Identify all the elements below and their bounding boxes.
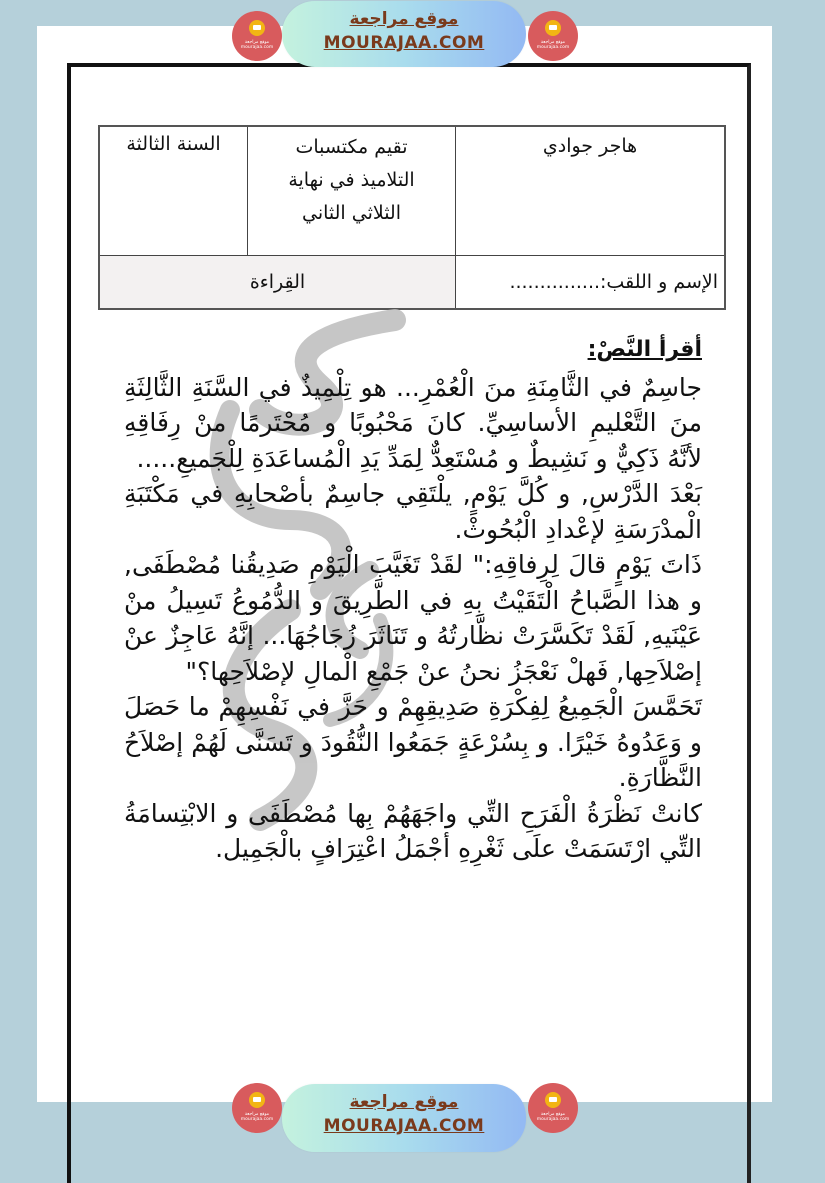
book-logo-icon xyxy=(545,20,561,36)
site-badge-right-bottom[interactable] xyxy=(528,1083,578,1133)
site-badge-left-bottom[interactable] xyxy=(232,1083,282,1133)
paragraph: بَعْدَ الدَّرْسِ, و كُلَّ يَوْمٍ, يلْتَقِي جاسِمٌ بأصْحابِهِ في مَكْتَبَةِ الْمدْرَسَةِ لإعْدادِ الْبُحُوثْ. xyxy=(124,479,702,544)
paragraph: جاسِمٌ في الثَّامِنَةِ منَ الْعُمْرِ... هو تِلْمِيذٌ في السَّنَةِ الثَّالِثَةِ منَ التَّعْليمِ الأساسِيِّ. كانَ مَحْبُوبًا و مُحْتَرمًا منْ رِفَاقِهِ لأنَّهُ ذَكِيٌّ و نَشِيطٌ و مُسْتَعِدٌّ لِمَدِّ يَدِ الْمُساعَدَةِ لِلْجَميعِ..... xyxy=(124,372,702,473)
badge-caption: موقع مراجعة mourajaa.com xyxy=(240,1112,274,1122)
site-name-ar: موقع مراجعة xyxy=(349,1092,459,1112)
book-logo-icon xyxy=(249,1092,265,1108)
grade-level: السنة الثالثة xyxy=(99,126,248,256)
site-url: MOURAJAA.COM xyxy=(323,1116,485,1136)
badge-caption: موقع مراجعة mourajaa.com xyxy=(240,40,274,50)
paragraph: تَحَمَّسَ الْجَمِيعُ لِفِكْرَةِ صَدِيقِهِمْ و حَزَّ في نَفْسِهِمْ ما حَصَلَ و وَعَدُوهُ خَيْرًا. و بِسُرْعَةٍ جَمَعُوا النُّقُودَ و تَسَنَّى لَهُمْ إصْلاَحُ النَّظَّارَةِ. xyxy=(124,692,702,792)
reading-passage xyxy=(124,332,702,867)
badge-caption: موقع مراجعة mourajaa.com xyxy=(536,1112,570,1122)
site-badge-left-top[interactable] xyxy=(232,11,282,61)
teacher-name: هاجر جوادي xyxy=(456,126,726,256)
book-logo-icon xyxy=(545,1092,561,1108)
site-banner-bottom[interactable] xyxy=(282,1084,526,1152)
site-url: MOURAJAA.COM xyxy=(323,33,485,53)
assessment-title xyxy=(248,126,456,256)
worksheet-header-table xyxy=(98,125,726,310)
reading-heading: أقرأ النَّصْ: xyxy=(587,337,702,362)
site-banner-top[interactable] xyxy=(282,1,526,67)
paragraph: ذَاتَ يَوْمٍ قالَ لِرِفاقِهِ:" لقَدْ تَغَيَّبَ الْيَوْمِ صَدِيقُنا مُصْطَفَى, و هذا الصَّباحُ الْتَقَيْتُ بِهِ في الطَّرِيقَ و الدُّمُوعُ تَسِيلُ منْ عَيْنَيهِ, لَقَدْ تَكَسَّرَتْ نظَّارتُهُ و تَنَاثَرَ زُجَاجُهَا... إنَّهُ عَاجِزٌ عنْ إصْلاَحِها, فَهلْ نَعْجَزُ نحنُ عنْ جَمْعِ الْمالِ لإصْلاَحِها؟" xyxy=(124,550,702,686)
student-name-field[interactable]: الإسم و اللقب:............... xyxy=(456,256,726,310)
title-line: التلاميذ في نهاية xyxy=(288,169,415,191)
site-badge-right-top[interactable] xyxy=(528,11,578,61)
site-name-ar: موقع مراجعة xyxy=(349,9,459,29)
badge-caption: موقع مراجعة mourajaa.com xyxy=(536,40,570,50)
title-line: الثلاثي الثاني xyxy=(301,202,402,224)
subject-label: القِراءة xyxy=(99,256,456,310)
book-logo-icon xyxy=(249,20,265,36)
paragraph: كانتْ نَظْرَةُ الْفَرَحِ التِّي واجَهَهُمْ بِها مُصْطَفَى و الابْتِسامَةُ التِّي ارْتَسَمَتْ علَى ثَغْرِهِ أجْمَلُ اعْتِرَافٍ بالْجَمِيل. xyxy=(124,798,702,863)
title-line: تقيم مكتسبات xyxy=(295,136,408,158)
